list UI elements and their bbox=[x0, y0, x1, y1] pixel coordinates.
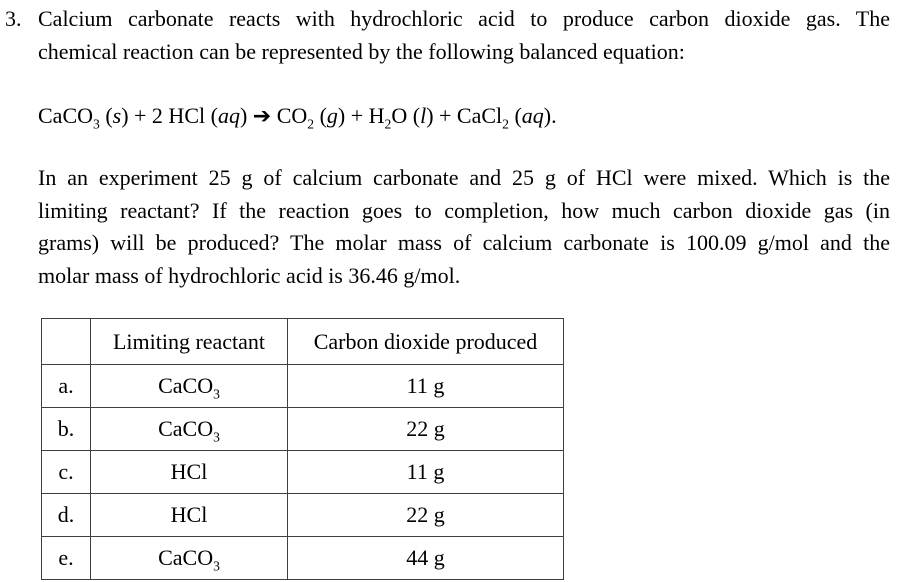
formula-h2o: ) + H bbox=[337, 103, 385, 128]
header-carbon-dioxide: Carbon dioxide produced bbox=[288, 319, 564, 365]
question-intro bbox=[38, 3, 890, 68]
question-body bbox=[38, 162, 890, 292]
state-liquid: l bbox=[420, 103, 427, 128]
body-line-1: In an experiment 25 g of calcium carbonate and 25 g of HCl were mixed. Which is the bbox=[38, 165, 890, 190]
intro-line-1: Calcium carbonate reacts with hydrochloric acid to produce carbon dioxide gas. The bbox=[38, 6, 890, 31]
formula-cacl2: ) + CaCl bbox=[426, 103, 503, 128]
option-co2: 22 g bbox=[288, 408, 564, 451]
state-aqueous-2: aq bbox=[521, 103, 544, 128]
option-reactant: HCl bbox=[91, 494, 288, 537]
state-gas: g bbox=[326, 103, 338, 128]
chemical-equation bbox=[38, 99, 890, 133]
body-line-3: grams) will be produced? The molar mass of calcium carbonate is 100.09 g/mol and the bbox=[38, 230, 890, 255]
equation-text: ). bbox=[543, 103, 557, 128]
table-row-a bbox=[42, 365, 564, 408]
header-letter-cell bbox=[42, 319, 91, 365]
option-co2: 11 g bbox=[288, 365, 564, 408]
table-row-d bbox=[42, 494, 564, 537]
equation-text: ) + 2 HCl ( bbox=[121, 103, 218, 128]
intro-line-2: chemical reaction can be represented by the following balanced equation: bbox=[38, 38, 685, 64]
state-solid: s bbox=[112, 103, 122, 128]
option-letter: a. bbox=[42, 365, 91, 408]
formula-cacl2-sub: 2 bbox=[502, 116, 509, 132]
formula-h2o-sub: 2 bbox=[384, 116, 392, 132]
option-co2: 22 g bbox=[288, 494, 564, 537]
formula-caco3: CaCO$_3$ bbox=[38, 103, 100, 132]
formula-co2-sub: 2 bbox=[307, 116, 315, 132]
question-content bbox=[38, 3, 890, 580]
equation-text: ) bbox=[239, 103, 253, 128]
option-letter: c. bbox=[42, 451, 91, 494]
table-header-row bbox=[42, 319, 564, 365]
option-reactant: CaCO$_3$ bbox=[91, 537, 288, 580]
formula-co2: CO bbox=[271, 103, 308, 128]
option-reactant: CaCO$_3$ bbox=[91, 365, 288, 408]
option-letter: b. bbox=[42, 408, 91, 451]
reaction-arrow-icon: ➔ bbox=[252, 104, 272, 129]
option-reactant: HCl bbox=[91, 451, 288, 494]
question-number: 3. bbox=[5, 6, 22, 31]
answer-options-table bbox=[41, 318, 564, 580]
equation-text: ( bbox=[314, 103, 327, 128]
equation-text: O ( bbox=[391, 103, 421, 128]
option-reactant: CaCO$_3$ bbox=[91, 408, 288, 451]
option-letter: d. bbox=[42, 494, 91, 537]
body-line-4: molar mass of hydrochloric acid is 36.46 g/mol. bbox=[38, 262, 461, 288]
option-co2: 44 g bbox=[288, 537, 564, 580]
table-row-e bbox=[42, 537, 564, 580]
option-co2: 11 g bbox=[288, 451, 564, 494]
option-letter: e. bbox=[42, 537, 91, 580]
equation-text: ( bbox=[99, 103, 113, 128]
header-limiting-reactant: Limiting reactant bbox=[91, 319, 288, 365]
table-row-b bbox=[42, 408, 564, 451]
state-aqueous: aq bbox=[217, 103, 240, 128]
equation-text: ( bbox=[508, 103, 522, 128]
table-row-c bbox=[42, 451, 564, 494]
body-line-2: limiting reactant? If the reaction goes to completion, how much carbon dioxide gas (in bbox=[38, 197, 890, 223]
